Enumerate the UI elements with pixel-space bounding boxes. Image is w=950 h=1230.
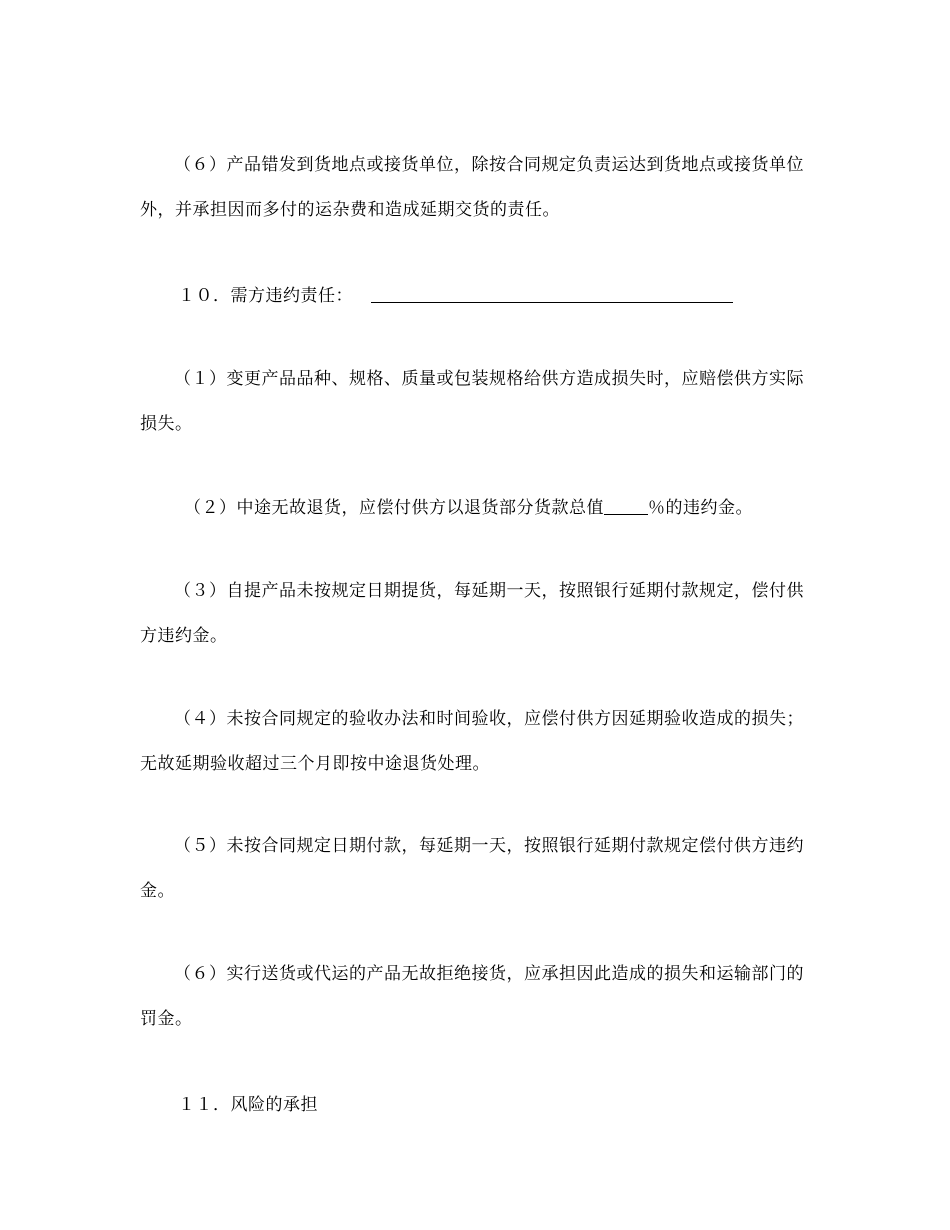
section-10-heading: [178, 284, 733, 308]
buyer-item-4: （４）未按合同规定的验收办法和时间验收，应偿付供方因延期验收造成的损失；无故延期验收超过三个月即按中途退货处理。: [140, 709, 804, 774]
supplier-item-6: （６）产品错发到货地点或接货单位，除按合同规定负责运达到货地点或接货单位外，并承担因而多付的运杂费和造成延期交货的责任。: [140, 155, 804, 220]
buyer-item-5: （５）未按合同规定日期付款，每延期一天，按照银行延期付款规定偿付供方违约金。: [140, 836, 804, 901]
buyer-item-6: （６）实行送货或代运的产品无故拒绝接货，应承担因此造成的损失和运输部门的罚金。: [140, 964, 804, 1029]
section-10-title: １０．需方违约责任：: [178, 286, 353, 306]
buyer-item-2-prefix: （２）中途无故退货，应偿付供方以退货部分货款总值: [184, 498, 604, 518]
buyer-item-1: （１）变更产品品种、规格、质量或包装规格给供方造成损失时，应赔偿供方实际损失。: [140, 369, 804, 434]
buyer-item-2: [184, 496, 753, 520]
fill-in-blank-line: [371, 284, 733, 303]
percent-blank: [604, 498, 648, 515]
buyer-item-3: （３）自提产品未按规定日期提货，每延期一天，按照银行延期付款规定，偿付供方违约金。: [140, 581, 804, 646]
section-11-heading: １１．风险的承担: [178, 1095, 318, 1115]
buyer-item-2-suffix: ％的违约金。: [648, 498, 753, 518]
